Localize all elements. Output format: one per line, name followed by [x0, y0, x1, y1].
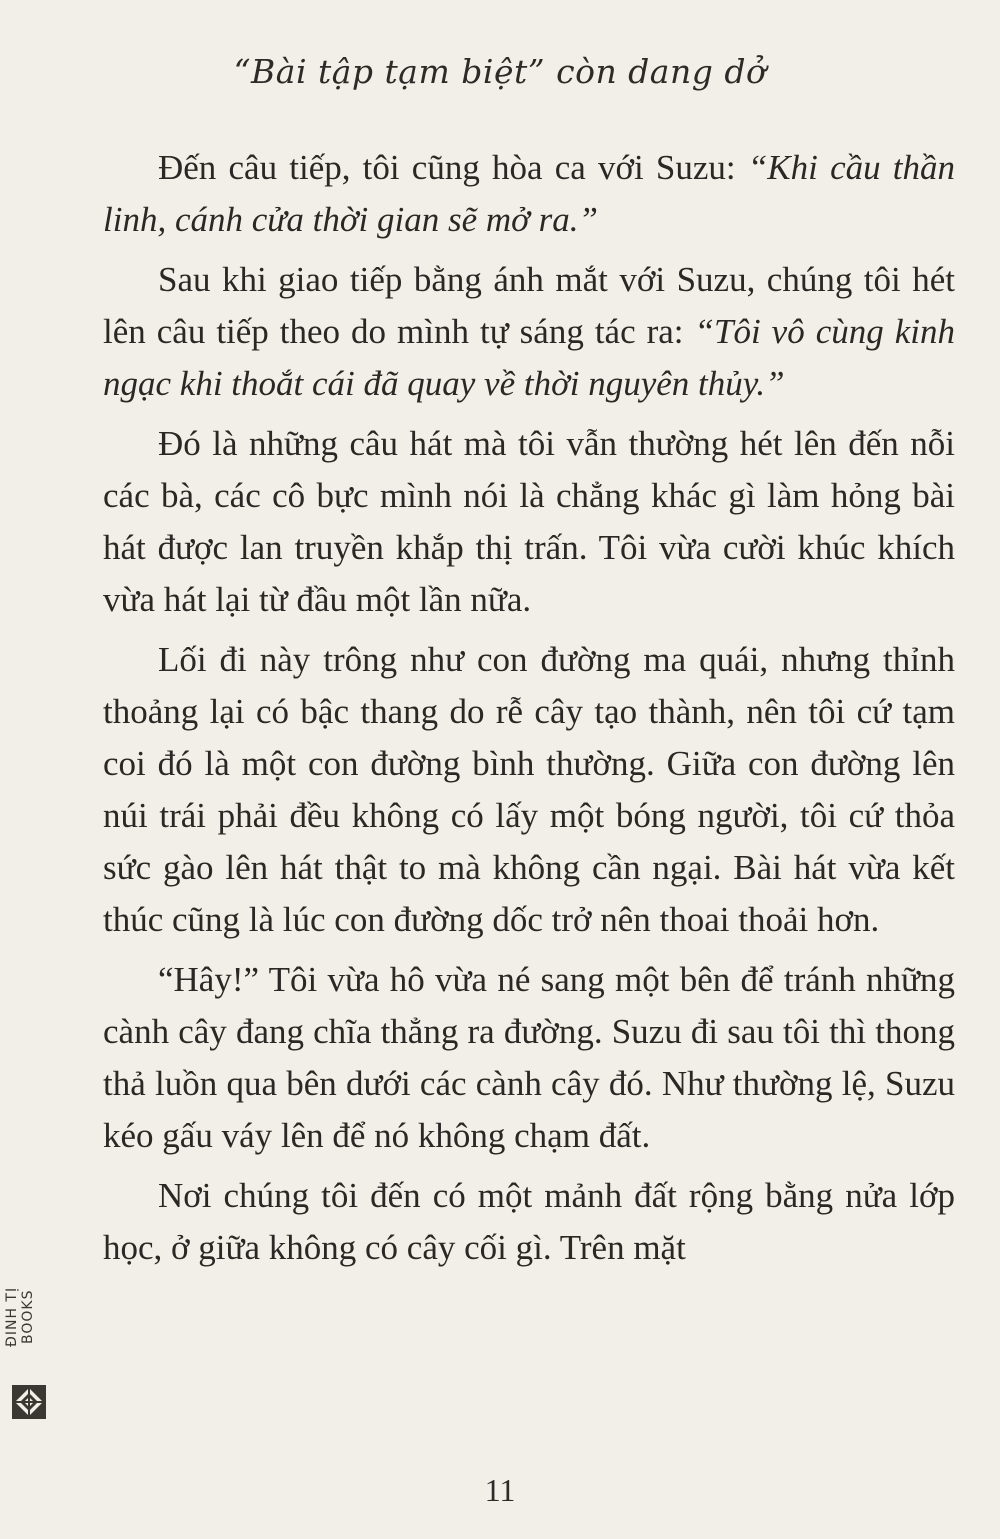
publisher-name: ĐINH TỊ BOOKS	[4, 1286, 36, 1348]
paragraph-1-text: Đến câu tiếp, tôi cũng hòa ca với Suzu:	[158, 148, 748, 187]
paragraph-2	[103, 254, 955, 410]
paragraph-2-text: Sau khi giao tiếp bằng ánh mắt với Suzu, chúng tôi hét lên câu tiếp theo do mình tự sáng tác ra:	[103, 260, 955, 351]
paragraph-1-italic: “Khi cầu thần linh, cánh cửa thời gian sẽ mở ra.”	[103, 148, 956, 239]
paragraph-4: Lối đi này trông như con đường ma quái, nhưng thỉnh thoảng lại có bậc thang do rễ cây tạo thành, nên tôi cứ tạm coi đó là một con đường bình thường. Giữa con đường lên núi trái phải đều không có lấy một bóng người, tôi cứ thỏa sức gào lên hát thật to mà không cần ngại. Bài hát vừa kết thúc cũng là lúc con đường dốc trở nên thoai thoải hơn.	[103, 640, 955, 939]
body-text	[103, 142, 955, 1282]
paragraph-6: Nơi chúng tôi đến có một mảnh đất rộng bằng nửa lớp học, ở giữa không có cây cối gì. Trên mặt	[103, 1176, 955, 1267]
paragraph-5: “Hây!” Tôi vừa hô vừa né sang một bên để tránh những cành cây đang chĩa thẳng ra đường. Suzu đi sau tôi thì thong thả luồn qua bên dưới các cành cây đó. Như thường lệ, Suzu kéo gấu váy lên để nó không chạm đất.	[103, 960, 955, 1155]
running-header: “Bài tập tạm biệt” còn dang dở	[233, 52, 767, 91]
paragraph-3: Đó là những câu hát mà tôi vẫn thường hét lên đến nỗi các bà, các cô bực mình nói là chẳng khác gì làm hỏng bài hát được lan truyền khắp thị trấn. Tôi vừa cười khúc khích vừa hát lại từ đầu một lần nữa.	[103, 424, 955, 619]
paragraph-1	[103, 142, 955, 246]
publisher-logo-icon	[11, 1384, 47, 1420]
paragraph-2-italic: “Tôi vô cùng kinh ngạc khi thoắt cái đã quay về thời nguyên thủy.”	[103, 312, 955, 403]
page-number: 11	[484, 1472, 516, 1508]
